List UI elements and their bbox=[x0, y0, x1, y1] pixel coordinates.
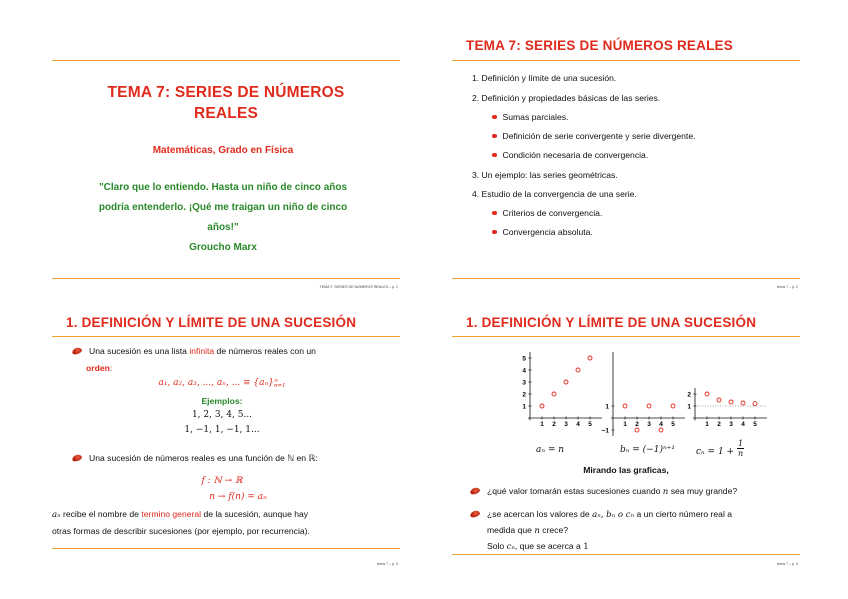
title-line-2: REALES bbox=[193, 105, 259, 122]
bullet-icon bbox=[492, 153, 497, 158]
data-point bbox=[552, 392, 556, 396]
top-rule bbox=[52, 336, 400, 337]
slide-3 bbox=[52, 312, 400, 566]
slide-2 bbox=[452, 28, 800, 289]
question-2: ¿se acercan los valores de aₙ, bₙ o cₙ a un cierto número real a bbox=[470, 509, 732, 520]
y-tick-label: 2 bbox=[522, 391, 526, 399]
bullet-arrow-icon bbox=[71, 346, 82, 355]
list-item: 4. Estudio de la convergencia de una serie. bbox=[472, 189, 637, 199]
slide-title: TEMA 7: SERIES DE NÚMEROS REALES bbox=[466, 38, 733, 53]
x-tick-label: 1 bbox=[623, 421, 627, 428]
y-tick-label: 1 bbox=[687, 403, 691, 411]
top-rule bbox=[452, 336, 800, 337]
paragraph-2: Una sucesión de números reales es una función de ℕ en ℝ: bbox=[72, 453, 318, 464]
bullet-arrow-icon bbox=[469, 509, 480, 518]
example-1: 1, 2, 3, 4, 5... bbox=[191, 410, 253, 420]
data-point bbox=[659, 428, 663, 432]
list-subitem: Criterios de convergencia. bbox=[492, 209, 602, 218]
quote bbox=[52, 178, 394, 258]
data-point bbox=[671, 404, 675, 408]
y-tick-label: 2 bbox=[687, 391, 691, 399]
formula-b: bₙ = (−1)ⁿ⁺¹ bbox=[620, 445, 675, 455]
quote-line-2: podría entenderlo. ¡Qué me traigan un niño de cinco bbox=[98, 202, 348, 213]
data-point bbox=[729, 400, 733, 404]
list-item: 1. Definición y límite de una sucesión. bbox=[472, 73, 617, 83]
bullet-icon bbox=[492, 230, 497, 235]
top-rule bbox=[452, 60, 800, 61]
x-tick-label: 2 bbox=[635, 421, 639, 428]
x-tick-label: 1 bbox=[540, 421, 544, 428]
slide-1 bbox=[52, 42, 400, 287]
top-rule bbox=[52, 60, 400, 61]
paragraph-1-line-2: orden: bbox=[86, 363, 113, 373]
question-2-line-2: medida que n crece? bbox=[487, 525, 569, 536]
x-tick-label: 4 bbox=[741, 421, 745, 428]
quote-line-3: años!" bbox=[207, 222, 239, 233]
bottom-rule bbox=[452, 278, 800, 279]
x-tick-label: 5 bbox=[753, 421, 757, 428]
y-tick-label: 4 bbox=[522, 367, 526, 375]
bullet-icon bbox=[492, 134, 497, 139]
bullet-arrow-icon bbox=[71, 453, 82, 462]
list-subitem: Condición necesaria de convergencia. bbox=[492, 151, 648, 160]
y-tick-label: 1 bbox=[605, 403, 609, 411]
y-tick-label: 3 bbox=[522, 379, 526, 387]
quote-author: Groucho Marx bbox=[189, 242, 257, 253]
sequence-plots bbox=[452, 340, 800, 440]
example-2: 1, −1, 1, −1, 1... bbox=[184, 425, 260, 435]
function-def-2: n → f(n) = aₙ bbox=[209, 492, 267, 502]
x-tick-label: 4 bbox=[659, 421, 663, 428]
slide-title bbox=[52, 82, 400, 124]
data-point bbox=[753, 402, 757, 406]
x-tick-label: 2 bbox=[717, 421, 721, 428]
x-tick-label: 5 bbox=[671, 421, 675, 428]
mirando-text: Mirando las graficas, bbox=[583, 465, 669, 475]
subtitle: Matemáticas, Grado en Física bbox=[152, 145, 294, 156]
quote-line-1: "Claro que lo entiendo. Hasta un niño de cinco años bbox=[98, 182, 348, 193]
data-point bbox=[540, 404, 544, 408]
list-subitem: Convergencia absoluta. bbox=[492, 228, 593, 237]
sequence-notation: a₁, a₂, a₃, ..., aₙ, ... ≡ {aₙ} ∞ n=1 bbox=[158, 378, 286, 389]
x-tick-label: 3 bbox=[647, 421, 651, 428]
paragraph-3-line-2: otras formas de describir sucesiones (por ejemplo, por recurrencia). bbox=[52, 526, 310, 536]
x-tick-label: 1 bbox=[705, 421, 709, 428]
paragraph-1: Una sucesión es una lista infinita de números reales con un bbox=[72, 346, 316, 356]
data-point bbox=[576, 368, 580, 372]
bullet-icon bbox=[492, 211, 497, 216]
x-tick-label: 3 bbox=[729, 421, 733, 428]
footer: TEMA 7: SERIES DE NÚMEROS REALES – p. 1 bbox=[319, 285, 398, 289]
data-point bbox=[623, 404, 627, 408]
data-point bbox=[635, 428, 639, 432]
question-1: ¿qué valor tomarán estas sucesiones cuando n sea muy grande? bbox=[470, 486, 737, 497]
x-tick-label: 5 bbox=[588, 421, 592, 428]
y-tick-label: −1 bbox=[601, 427, 609, 435]
footer: tema 7 – p. 2 bbox=[777, 285, 798, 289]
bottom-rule bbox=[52, 548, 400, 549]
data-point bbox=[705, 392, 709, 396]
formula-a: aₙ = n bbox=[536, 445, 565, 455]
title-line-1: TEMA 7: SERIES DE NÚMEROS bbox=[107, 84, 345, 101]
function-def-1: f : ℕ → ℝ bbox=[201, 476, 243, 486]
examples-label: Ejemplos: bbox=[201, 396, 243, 406]
paragraph-3: aₙ recibe el nombre de termino general de la sucesión, aunque hay bbox=[52, 509, 309, 520]
footer: tema 7 – p. 3 bbox=[377, 562, 398, 566]
data-point bbox=[588, 356, 592, 360]
x-tick-label: 4 bbox=[576, 421, 580, 428]
bullet-arrow-icon bbox=[469, 486, 480, 495]
x-tick-label: 2 bbox=[552, 421, 556, 428]
list-item: 2. Definición y propiedades básicas de las series. bbox=[472, 93, 661, 103]
x-tick-label: 3 bbox=[564, 421, 568, 428]
data-point bbox=[564, 380, 568, 384]
bottom-rule bbox=[452, 554, 800, 555]
y-tick-label: 1 bbox=[522, 403, 526, 411]
data-point bbox=[647, 404, 651, 408]
slide-title: 1. DEFINICIÓN Y LÍMITE DE UNA SUCESIÓN bbox=[466, 315, 757, 330]
formula-c: cₙ = 1 + $\frac{1}{n}$ bbox=[696, 439, 744, 458]
footer: tema 7 – p. 4 bbox=[777, 562, 798, 566]
list-subitem: Definición de serie convergente y serie divergente. bbox=[492, 132, 696, 141]
answer: Solo cₙ, que se acerca a 1 bbox=[487, 541, 589, 552]
data-point bbox=[741, 401, 745, 405]
slide-title: 1. DEFINICIÓN Y LÍMITE DE UNA SUCESIÓN bbox=[66, 315, 357, 330]
list-item: 3. Un ejemplo: las series geométricas. bbox=[472, 170, 618, 180]
slide-4 bbox=[452, 312, 800, 566]
data-point bbox=[717, 398, 721, 402]
bottom-rule bbox=[52, 278, 400, 279]
list-subitem: Sumas parciales. bbox=[492, 113, 568, 122]
y-tick-label: 5 bbox=[522, 355, 526, 363]
bullet-icon bbox=[492, 115, 497, 120]
